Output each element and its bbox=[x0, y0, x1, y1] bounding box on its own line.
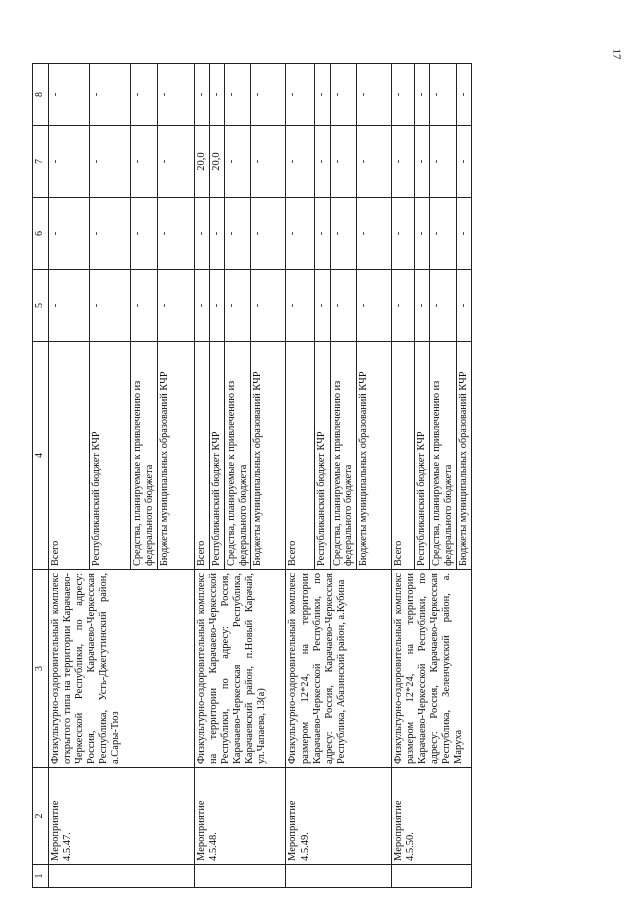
activity-name: Мероприятие 4.5.50. bbox=[392, 768, 472, 865]
value-c6: - bbox=[392, 198, 415, 270]
value-c5: - bbox=[357, 270, 392, 342]
funding-source: Республиканский бюджет КЧР bbox=[315, 342, 330, 570]
value-c6: - bbox=[330, 198, 357, 270]
value-c6: - bbox=[357, 198, 392, 270]
value-c5: - bbox=[430, 270, 457, 342]
funding-source: Средства, планируемые к привлечению из федерального бюджета bbox=[430, 342, 457, 570]
value-c8: - bbox=[90, 64, 131, 126]
value-c6: - bbox=[49, 198, 90, 270]
activity-description: Физкультурно-оздоровительный комплекс на территории Карачаево-Черкесской Республики, по адресу: Россия, Карачаево-Черкесская Республика, Карачаевский район, п.Новый Карачай, ул.Чапаева, 13(а) bbox=[194, 570, 286, 768]
activity-description: Физкультурно-оздоровительный комплекс размером 12*24, на территории Карачаево-Черкесской Республики, по адресу: Россия, Карачаево-Черкесская Республика, Зеленчукский район, а. Маруха bbox=[392, 570, 472, 768]
value-c8: - bbox=[251, 64, 286, 126]
value-c6: - bbox=[286, 198, 315, 270]
activity-description: Физкультурно-оздоровительный комплекс открытого типа на территории Карачаево-Черкесской Республики, по адресу: Россия, Карачаево-Черкесская Республика, Усть-Джегутинский район, а.Сары-Тюз bbox=[49, 570, 195, 768]
value-c8: - bbox=[357, 64, 392, 126]
value-c8: - bbox=[430, 64, 457, 126]
value-c6: - bbox=[90, 198, 131, 270]
value-c7: - bbox=[357, 126, 392, 198]
page-number: 17 bbox=[610, 48, 623, 60]
value-c5: - bbox=[49, 270, 90, 342]
value-c7: - bbox=[224, 126, 251, 198]
funding-source: Всего bbox=[49, 342, 90, 570]
col1-cell bbox=[194, 865, 286, 888]
funding-source: Бюджеты муниципальных образований КЧР bbox=[456, 342, 471, 570]
value-c7: - bbox=[286, 126, 315, 198]
value-c6: - bbox=[430, 198, 457, 270]
activity-description: Физкультурно-оздоровительный комплекс размером 12*24, на территории Карачаево-Черкесской Республики, по адресу: Россия, Карачаево-Черкесская Республика, Абазинский район, а.Кубина bbox=[286, 570, 392, 768]
value-c6: - bbox=[131, 198, 158, 270]
value-c5: - bbox=[157, 270, 194, 342]
funding-source: Всего bbox=[392, 342, 415, 570]
value-c7: - bbox=[131, 126, 158, 198]
funding-source: Средства, планируемые к привлечению из федерального бюджета bbox=[131, 342, 158, 570]
col-header-4: 4 bbox=[33, 342, 49, 570]
value-c8: - bbox=[194, 64, 209, 126]
table-row bbox=[392, 64, 415, 888]
funding-source: Республиканский бюджет КЧР bbox=[415, 342, 430, 570]
funding-source: Всего bbox=[194, 342, 209, 570]
value-c6: - bbox=[194, 198, 209, 270]
value-c5: - bbox=[209, 270, 224, 342]
value-c7: - bbox=[456, 126, 471, 198]
activity-name: Мероприятие 4.5.49. bbox=[286, 768, 392, 865]
funding-source: Средства, планируемые к привлечению из федерального бюджета bbox=[330, 342, 357, 570]
col-header-3: 3 bbox=[33, 570, 49, 768]
value-c7: - bbox=[415, 126, 430, 198]
col-header-1: 1 bbox=[33, 865, 49, 888]
value-c7: - bbox=[90, 126, 131, 198]
funding-source: Республиканский бюджет КЧР bbox=[90, 342, 131, 570]
value-c7: - bbox=[315, 126, 330, 198]
value-c7: - bbox=[157, 126, 194, 198]
col1-cell bbox=[286, 865, 392, 888]
col1-cell bbox=[49, 865, 195, 888]
value-c8: - bbox=[224, 64, 251, 126]
col1-cell bbox=[392, 865, 472, 888]
value-c5: - bbox=[315, 270, 330, 342]
funding-source: Средства, планируемые к привлечению из федерального бюджета bbox=[224, 342, 251, 570]
value-c5: - bbox=[90, 270, 131, 342]
value-c8: - bbox=[456, 64, 471, 126]
value-c5: - bbox=[194, 270, 209, 342]
value-c7: - bbox=[330, 126, 357, 198]
rotated-table-container bbox=[32, 64, 617, 888]
value-c5: - bbox=[456, 270, 471, 342]
value-c5: - bbox=[251, 270, 286, 342]
value-c5: - bbox=[330, 270, 357, 342]
value-c8: - bbox=[209, 64, 224, 126]
value-c7: 20,0 bbox=[194, 126, 209, 198]
col-header-2: 2 bbox=[33, 768, 49, 865]
value-c6: - bbox=[251, 198, 286, 270]
funding-source: Бюджеты муниципальных образований КЧР bbox=[157, 342, 194, 570]
value-c8: - bbox=[49, 64, 90, 126]
value-c5: - bbox=[224, 270, 251, 342]
value-c8: - bbox=[415, 64, 430, 126]
funding-source: Бюджеты муниципальных образований КЧР bbox=[357, 342, 392, 570]
col-header-8: 8 bbox=[33, 64, 49, 126]
activity-name: Мероприятие 4.5.48. bbox=[194, 768, 286, 865]
funding-source: Бюджеты муниципальных образований КЧР bbox=[251, 342, 286, 570]
value-c5: - bbox=[131, 270, 158, 342]
value-c8: - bbox=[286, 64, 315, 126]
value-c5: - bbox=[286, 270, 315, 342]
value-c8: - bbox=[157, 64, 194, 126]
value-c6: - bbox=[224, 198, 251, 270]
col-header-6: 6 bbox=[33, 198, 49, 270]
value-c7: - bbox=[251, 126, 286, 198]
value-c8: - bbox=[392, 64, 415, 126]
value-c7: - bbox=[430, 126, 457, 198]
table-row bbox=[286, 64, 315, 888]
value-c6: - bbox=[157, 198, 194, 270]
table-row bbox=[49, 64, 90, 888]
header-row bbox=[33, 64, 49, 888]
col-header-5: 5 bbox=[33, 270, 49, 342]
col-header-7: 7 bbox=[33, 126, 49, 198]
value-c7: - bbox=[49, 126, 90, 198]
value-c8: - bbox=[330, 64, 357, 126]
funding-source: Республиканский бюджет КЧР bbox=[209, 342, 224, 570]
value-c5: - bbox=[415, 270, 430, 342]
value-c5: - bbox=[392, 270, 415, 342]
table-row bbox=[194, 64, 209, 888]
value-c6: - bbox=[456, 198, 471, 270]
budget-table bbox=[32, 63, 472, 888]
value-c7: 20,0 bbox=[209, 126, 224, 198]
value-c8: - bbox=[315, 64, 330, 126]
activity-name: Мероприятие 4.5.47. bbox=[49, 768, 195, 865]
value-c6: - bbox=[415, 198, 430, 270]
value-c6: - bbox=[315, 198, 330, 270]
value-c8: - bbox=[131, 64, 158, 126]
funding-source: Всего bbox=[286, 342, 315, 570]
value-c6: - bbox=[209, 198, 224, 270]
value-c7: - bbox=[392, 126, 415, 198]
